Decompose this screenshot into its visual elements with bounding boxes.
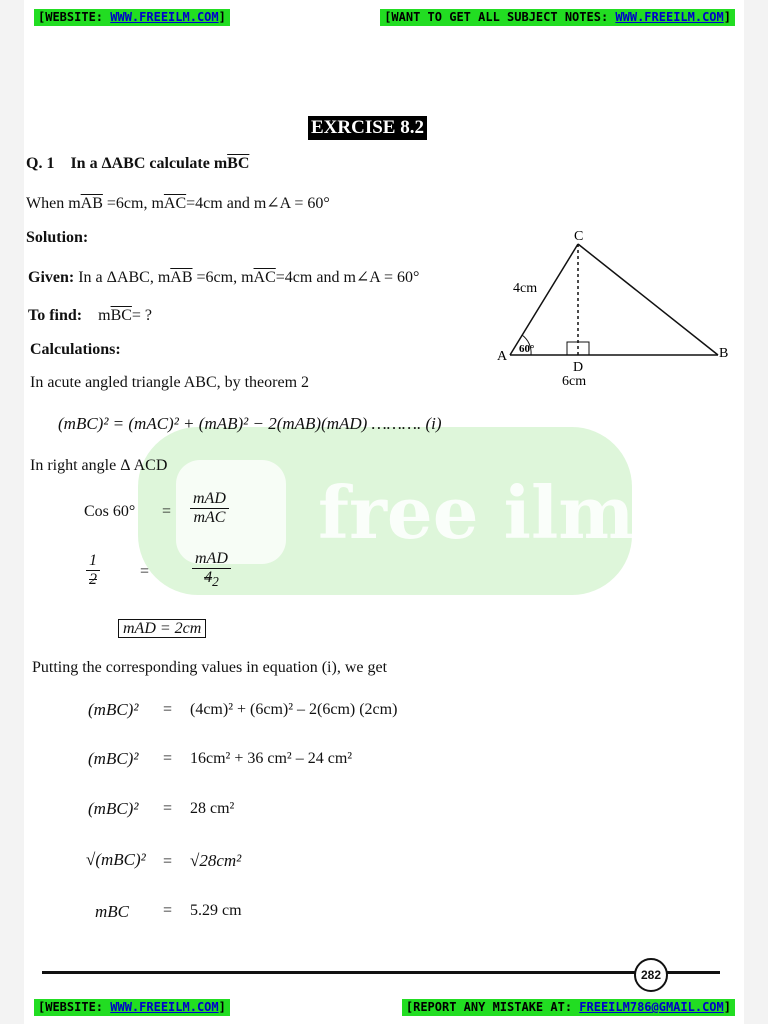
when-end: =4cm and m∠A = 60° bbox=[186, 195, 330, 212]
header-website-link[interactable]: WWW.FREEILM.COM bbox=[110, 10, 219, 24]
step-1-rhs: (4cm)² + (6cm)² – 2(6cm) (2cm) bbox=[190, 701, 398, 718]
result-box-text: mAD = 2cm bbox=[118, 619, 206, 638]
header-notes-link[interactable]: WWW.FREEILM.COM bbox=[615, 10, 724, 24]
right-angle-text: In right angle Δ ACD bbox=[30, 457, 168, 474]
half-equals: = bbox=[140, 563, 150, 580]
cos-fraction bbox=[190, 490, 229, 527]
footer-rule bbox=[42, 971, 720, 974]
header-website-banner bbox=[34, 9, 230, 26]
given-line bbox=[28, 267, 419, 287]
when-ac: $\overline{AC}$ bbox=[163, 195, 187, 212]
given-end: =4cm and m∠A = 60° bbox=[275, 269, 420, 286]
half-rhs-subscript: 2 bbox=[212, 574, 219, 590]
half-denominator: 2 bbox=[89, 571, 97, 588]
solution-label: Solution: bbox=[26, 229, 89, 246]
header-right-suffix: ] bbox=[723, 10, 731, 24]
question-segment: $\overline{BC}$ bbox=[227, 155, 250, 172]
label-a: A bbox=[497, 349, 508, 364]
exercise-title: EXRCISE 8.2 bbox=[308, 116, 427, 140]
header-left-suffix: ] bbox=[218, 10, 226, 24]
step-5-lhs: mBC bbox=[95, 902, 129, 921]
label-c: C bbox=[574, 229, 584, 244]
step-4-equals: = bbox=[163, 853, 173, 870]
given-ac: $\overline{AC}$ bbox=[253, 269, 276, 286]
when-mid: =6cm, m bbox=[102, 195, 164, 212]
step-2-equals: = bbox=[163, 750, 173, 767]
to-find-m: m bbox=[98, 307, 111, 324]
cos-label: Cos 60° bbox=[84, 503, 136, 520]
footer-left-prefix: [WEBSITE: bbox=[38, 1000, 111, 1014]
footer-website-banner bbox=[34, 999, 230, 1016]
calculations-label: Calculations: bbox=[30, 341, 121, 358]
step-5-equals: = bbox=[163, 902, 173, 919]
label-b: B bbox=[719, 346, 729, 361]
header-notes-banner bbox=[380, 9, 735, 26]
half-rhs-fraction bbox=[192, 550, 231, 590]
step-3-lhs: (mBC)² bbox=[88, 799, 139, 818]
question-line bbox=[26, 155, 249, 173]
when-text: When m bbox=[26, 195, 81, 212]
watermark-text: free ilm. bbox=[318, 470, 660, 555]
given-ab: $\overline{AB}$ bbox=[170, 269, 193, 286]
triangle-diagram bbox=[490, 222, 740, 392]
header-left-prefix: [WEBSITE: bbox=[38, 10, 111, 24]
when-ab: $\overline{AB}$ bbox=[80, 195, 103, 212]
page-number: 282 bbox=[634, 958, 668, 992]
footer-website-link[interactable]: WWW.FREEILM.COM bbox=[110, 1000, 219, 1014]
result-box bbox=[118, 620, 206, 638]
step-3-rhs: 28 cm² bbox=[190, 800, 235, 817]
step-5-rhs: 5.29 cm bbox=[190, 902, 242, 919]
half-fraction bbox=[86, 552, 100, 589]
when-line bbox=[26, 193, 330, 213]
step-3-equals: = bbox=[163, 800, 173, 817]
label-angle-a: 60° bbox=[519, 343, 535, 355]
label-side-ac: 4cm bbox=[513, 281, 538, 296]
step-4-lhs: √(mBC)² bbox=[86, 850, 146, 869]
cos-fraction-numerator: mAD bbox=[190, 490, 229, 509]
label-d: D bbox=[573, 360, 584, 375]
step-2-rhs: 16cm² + 36 cm² – 24 cm² bbox=[190, 750, 353, 767]
equation-one: (mBC)² = (mAC)² + (mAB)² − 2(mAB)(mAD) ………. (i) bbox=[58, 414, 442, 433]
cos-equals: = bbox=[162, 503, 172, 520]
footer-right-prefix: [REPORT ANY MISTAKE AT: bbox=[405, 1000, 580, 1014]
given-label: Given: bbox=[28, 269, 75, 286]
side-cb bbox=[578, 244, 718, 355]
half-rhs-denominator: 4 bbox=[204, 569, 213, 586]
to-find-label: To find: bbox=[28, 307, 83, 324]
step-1-lhs: (mBC)² bbox=[88, 700, 139, 719]
to-find-end: = ? bbox=[131, 307, 153, 324]
cos-fraction-denominator: mAC bbox=[193, 509, 226, 526]
to-find-line bbox=[28, 307, 152, 325]
footer-left-suffix: ] bbox=[218, 1000, 226, 1014]
question-label: Q. 1 bbox=[26, 155, 55, 172]
given-text: In a ΔABC, m bbox=[74, 269, 171, 286]
step-2-lhs: (mBC)² bbox=[88, 749, 139, 768]
acute-angle-text: In acute angled triangle ABC, by theorem 2 bbox=[30, 374, 310, 391]
half-rhs-numerator: mAD bbox=[192, 550, 231, 569]
step-4-rhs: √28cm² bbox=[190, 851, 242, 870]
side-ac bbox=[510, 244, 578, 355]
footer-report-banner bbox=[402, 999, 735, 1016]
header-right-prefix: [WANT TO GET ALL SUBJECT NOTES: bbox=[384, 10, 616, 24]
footer-email-link[interactable]: FREEILM786@GMAIL.COM bbox=[579, 1000, 724, 1014]
label-side-ab: 6cm bbox=[562, 374, 587, 389]
putting-values-text: Putting the corresponding values in equation (i), we get bbox=[32, 659, 388, 676]
given-mid: =6cm, m bbox=[192, 269, 254, 286]
half-numerator: 1 bbox=[86, 552, 100, 571]
to-find-segment: $\overline{BC}$ bbox=[110, 307, 132, 324]
question-text: In a ΔABC calculate m bbox=[70, 155, 228, 172]
step-1-equals: = bbox=[163, 701, 173, 718]
footer-right-suffix: ] bbox=[723, 1000, 731, 1014]
